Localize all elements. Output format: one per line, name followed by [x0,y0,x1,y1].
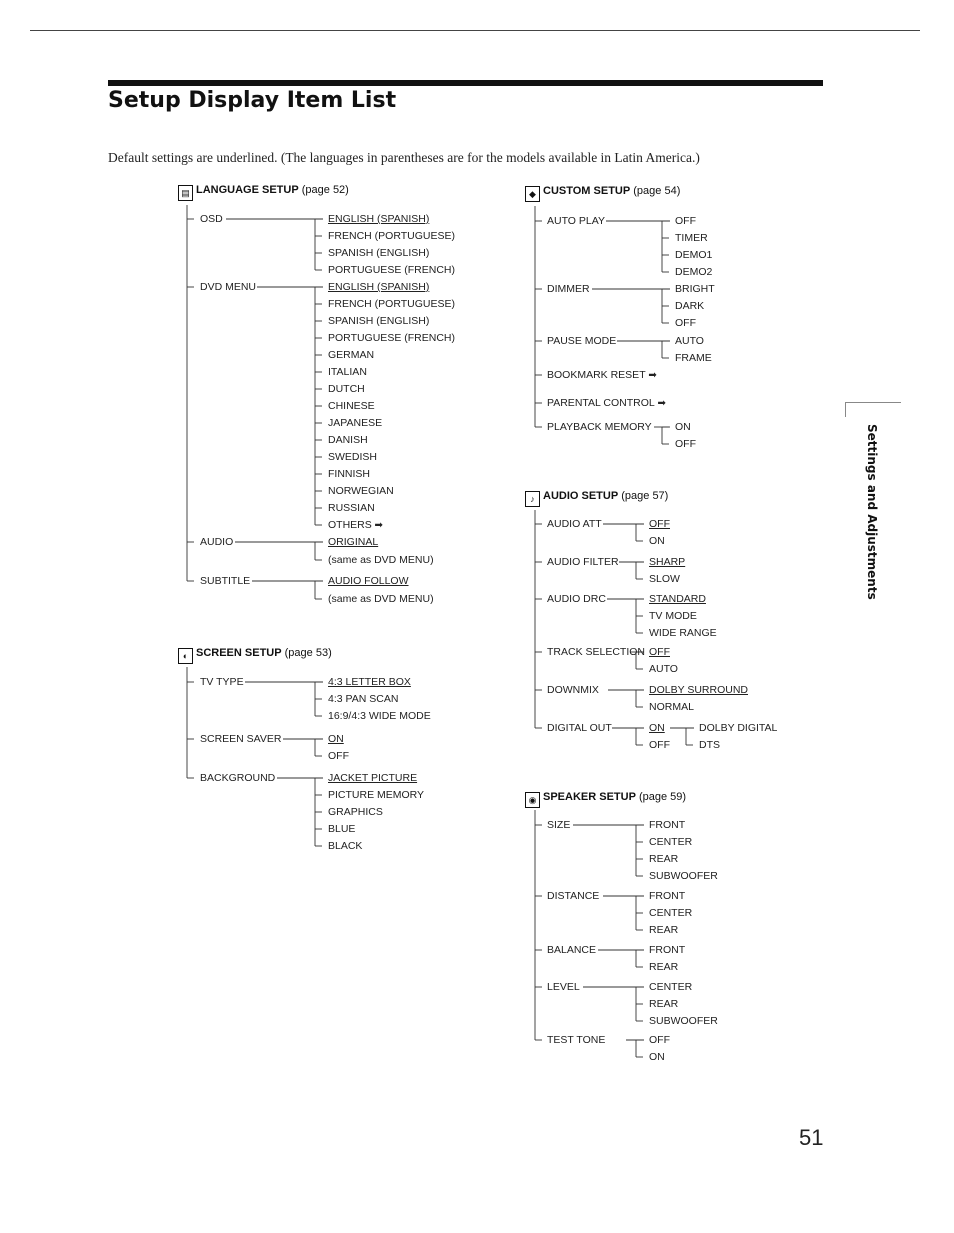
option-center: CENTER [649,836,693,848]
option-on: ON [675,421,691,433]
option-slow: SLOW [649,573,680,585]
option-english-spanish: ENGLISH (SPANISH) [328,213,430,225]
item-playback-memory: PLAYBACK MEMORY [547,421,652,433]
item-dimmer: DIMMER [547,283,590,295]
option-on: ON [328,733,344,745]
option-4-3-letter-box: 4:3 LETTER BOX [328,676,411,688]
option-rear: REAR [649,961,679,973]
option-french-portuguese: FRENCH (PORTUGUESE) [328,230,455,242]
option-russian: RUSSIAN [328,502,375,514]
item-digital-out: DIGITAL OUT [547,722,612,734]
option-off: OFF [649,646,670,658]
option-dutch: DUTCH [328,383,365,395]
item-level: LEVEL [547,981,580,993]
option-center: CENTER [649,907,693,919]
item-test-tone: TEST TONE [547,1034,606,1046]
item-auto-play: AUTO PLAY [547,215,605,227]
item-osd: OSD [200,213,223,225]
option-front: FRONT [649,944,686,956]
option-finnish: FINNISH [328,468,370,480]
option-on: ON [649,1051,665,1063]
option-tv-mode: TV MODE [649,610,697,622]
option-frame: FRAME [675,352,712,364]
option-jacket-picture: JACKET PICTURE [328,772,418,784]
option-dark: DARK [675,300,705,312]
intro-text: Default settings are underlined. (The languages in parentheses are for the models available in Latin America.) [108,150,700,165]
option-normal: NORMAL [649,701,694,713]
item-pause-mode: PAUSE MODE [547,335,617,347]
option-off: OFF [649,518,670,530]
option-off: OFF [649,1034,670,1046]
item-background: BACKGROUND [200,772,276,784]
custom-setup-icon: ◆ [525,186,540,202]
side-tab-box [845,402,901,417]
custom-setup-heading: ◆ CUSTOM SETUP (page 54) [525,185,680,202]
item-parental-control: PARENTAL CONTROL ➡ [547,397,666,409]
option-blue: BLUE [328,823,356,835]
option-demo2: DEMO2 [675,266,713,278]
option-black: BLACK [328,840,363,852]
option-original: ORIGINAL [328,536,379,548]
language-setup-icon: ▤ [178,185,193,201]
item-dvd-menu: DVD MENU [200,281,257,293]
item-distance: DISTANCE [547,890,600,902]
option-rear: REAR [649,924,679,936]
side-tab-label: Settings and Adjustments [865,424,879,600]
item-downmix: DOWNMIX [547,684,599,696]
item-bookmark-reset: BOOKMARK RESET ➡ [547,369,657,381]
item-screen-saver: SCREEN SAVER [200,733,282,745]
option-off: OFF [328,750,349,762]
right-arrow-icon: ➡ [654,398,666,409]
option-off: OFF [675,215,696,227]
option-front: FRONT [649,819,686,831]
option-off: OFF [675,317,696,329]
option-wide-range: WIDE RANGE [649,627,717,639]
item-balance: BALANCE [547,944,597,956]
item-size: SIZE [547,819,571,831]
speaker-setup-icon: ◉ [525,792,540,808]
option-off: OFF [675,438,696,450]
option-norwegian: NORWEGIAN [328,485,394,497]
option-dts: DTS [699,739,720,751]
item-audio-filter: AUDIO FILTER [547,556,619,568]
option-spanish-english: SPANISH (ENGLISH) [328,315,430,327]
option-timer: TIMER [675,232,708,244]
option-portuguese-french: PORTUGUESE (FRENCH) [328,332,455,344]
right-arrow-icon: ➡ [371,520,383,531]
option-on: ON [649,535,665,547]
option-french-portuguese: FRENCH (PORTUGUESE) [328,298,455,310]
option-auto: AUTO [675,335,704,347]
option-spanish-english: SPANISH (ENGLISH) [328,247,430,259]
option-standard: STANDARD [649,593,706,605]
option-dolby-surround: DOLBY SURROUND [649,684,748,696]
item-subtitle: SUBTITLE [200,575,251,587]
option-sharp: SHARP [649,556,686,568]
option-danish: DANISH [328,434,368,446]
option-subwoofer: SUBWOOFER [649,870,718,882]
speaker-setup-heading: ◉ SPEAKER SETUP (page 59) [525,791,686,808]
item-tv-type: TV TYPE [200,676,244,688]
option-4-3-pan-scan: 4:3 PAN SCAN [328,693,399,705]
option-same-as-dvd-menu: (same as DVD MENU) [328,593,434,605]
option-japanese: JAPANESE [328,417,383,429]
item-audio-att: AUDIO ATT [547,518,602,530]
option-english-spanish: ENGLISH (SPANISH) [328,281,430,293]
option-off: OFF [649,739,670,751]
option-same-as-dvd-menu: (same as DVD MENU) [328,554,434,566]
option-center: CENTER [649,981,693,993]
item-audio-drc: AUDIO DRC [547,593,606,605]
option-front: FRONT [649,890,686,902]
option-on: ON [649,722,665,734]
option-swedish: SWEDISH [328,451,378,463]
option-16-9-4-3-wide-mode: 16:9/4:3 WIDE MODE [328,710,431,722]
right-arrow-icon: ➡ [645,370,657,381]
page-number: 51 [799,1125,824,1150]
option-others: OTHERS ➡ [328,519,383,531]
option-graphics: GRAPHICS [328,806,383,818]
option-german: GERMAN [328,349,375,361]
option-rear: REAR [649,853,679,865]
option-portuguese-french: PORTUGUESE (FRENCH) [328,264,455,276]
screen-setup-icon: ◐ [178,648,193,664]
language-setup-heading: ▤ LANGUAGE SETUP (page 52) [178,184,349,201]
audio-setup-icon: ♪ [525,491,540,507]
option-chinese: CHINESE [328,400,375,412]
option-audio-follow: AUDIO FOLLOW [328,575,409,587]
item-audio: AUDIO [200,536,234,548]
item-track-selection: TRACK SELECTION [547,646,646,658]
option-picture-memory: PICTURE MEMORY [328,789,425,801]
option-demo1: DEMO1 [675,249,713,261]
option-subwoofer: SUBWOOFER [649,1015,718,1027]
screen-setup-heading: ◐ SCREEN SETUP (page 53) [178,647,332,664]
option-bright: BRIGHT [675,283,715,295]
audio-setup-heading: ♪ AUDIO SETUP (page 57) [525,490,668,507]
option-rear: REAR [649,998,679,1010]
option-dolby-digital: DOLBY DIGITAL [699,722,778,734]
option-auto: AUTO [649,663,678,675]
page-title: Setup Display Item List [108,88,397,113]
option-italian: ITALIAN [328,366,367,378]
